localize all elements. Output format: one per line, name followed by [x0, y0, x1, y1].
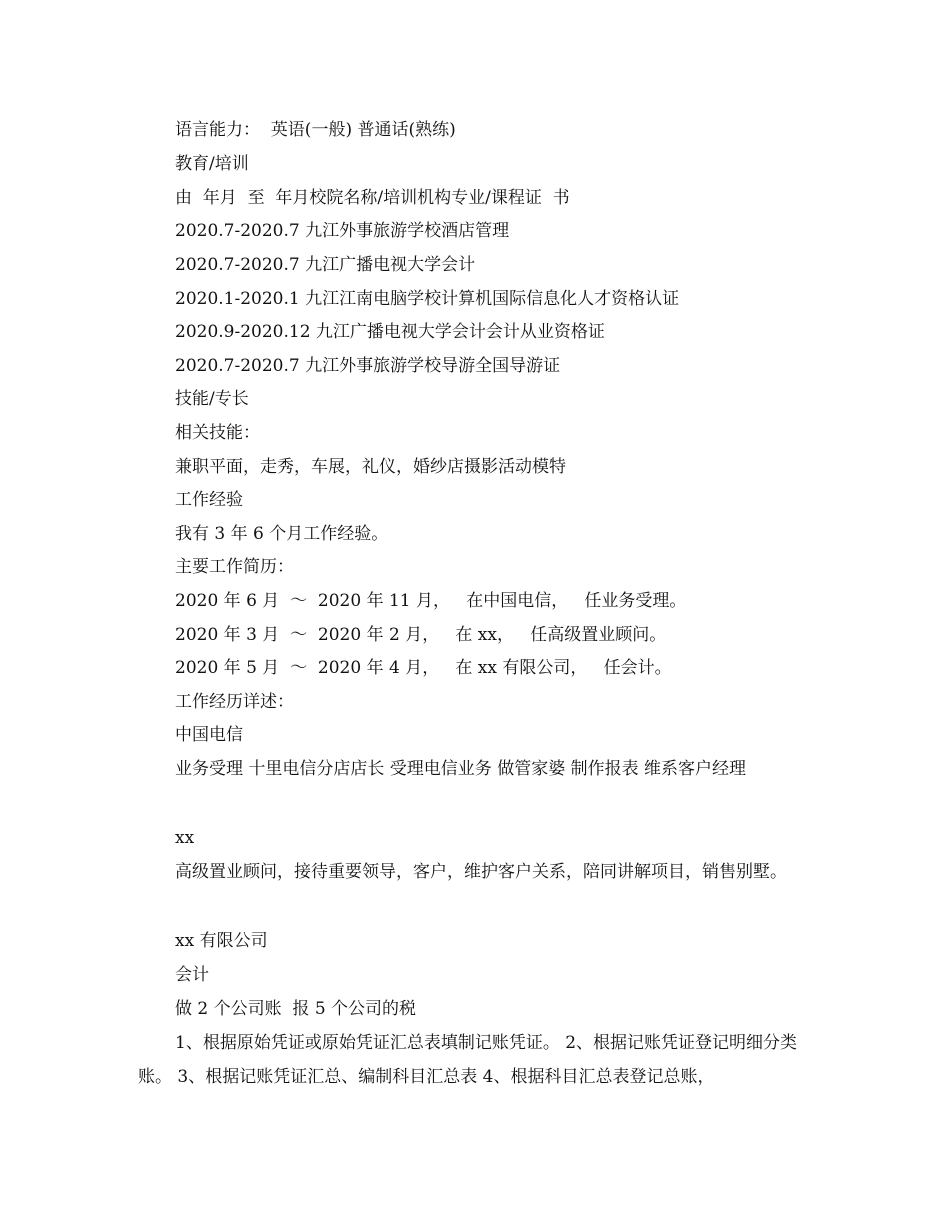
education-item: 2020.7-2020.7 九江广播电视大学会计 — [175, 255, 476, 275]
education-item: 2020.1-2020.1 九江江南电脑学校计算机国际信息化人才资格认证 — [175, 289, 680, 309]
employer-name: 中国电信 — [175, 725, 243, 745]
position-title: 会计 — [175, 965, 209, 985]
work-detail-heading: 工作经历详述： — [175, 692, 294, 712]
realestate-duties-paragraph: 高级置业顾问，接待重要领导，客户，维护客户关系，陪同讲解项目，销售别墅。 — [175, 862, 787, 882]
accounting-summary: 做 2 个公司账 报 5 个公司的税 — [175, 999, 417, 1019]
accounting-duties-paragraph: 1、根据原始凭证或原始凭证汇总表填制记账凭证。 2、根据记账凭证登记明细分类账。 3、根据记账凭证汇总、编制科目汇总表 4、根据科目汇总表登记总账， — [138, 1033, 798, 1087]
experience-summary: 我有 3 年 6 个月工作经验。 — [175, 524, 389, 544]
work-experience-heading: 工作经验 — [175, 490, 243, 510]
employer-name: xx — [175, 828, 195, 848]
language-ability-line: 语言能力： 英语(一般) 普通话(熟练) — [175, 120, 456, 140]
related-skills-text: 兼职平面，走秀，车展，礼仪，婚纱店摄影活动模特 — [175, 457, 566, 477]
related-skills-label: 相关技能： — [175, 423, 260, 443]
skills-heading: 技能/专长 — [175, 389, 249, 409]
work-history-item: 2020 年 6 月 ～ 2020 年 11 月， 在中国电信， 任业务受理。 — [175, 591, 687, 611]
work-history-item: 2020 年 3 月 ～ 2020 年 2 月， 在 xx， 任高级置业顾问。 — [175, 625, 667, 645]
education-item: 2020.7-2020.7 九江外事旅游学校酒店管理 — [175, 221, 510, 241]
work-history-heading: 主要工作简历： — [175, 557, 294, 577]
education-item: 2020.7-2020.7 九江外事旅游学校导游全国导游证 — [175, 356, 561, 376]
education-heading: 教育/培训 — [175, 154, 249, 174]
employer-name: xx 有限公司 — [175, 931, 268, 951]
education-item: 2020.9-2020.12 九江广播电视大学会计会计从业资格证 — [175, 322, 605, 342]
work-history-item: 2020 年 5 月 ～ 2020 年 4 月， 在 xx 有限公司， 任会计。 — [175, 658, 672, 678]
education-columns-line: 由 年月 至 年月校院名称/培训机构专业/课程证 书 — [175, 188, 570, 208]
telecom-duties-paragraph: 业务受理 十里电信分店店长 受理电信业务 做管家婆 制作报表 维系客户经理 — [175, 759, 747, 779]
